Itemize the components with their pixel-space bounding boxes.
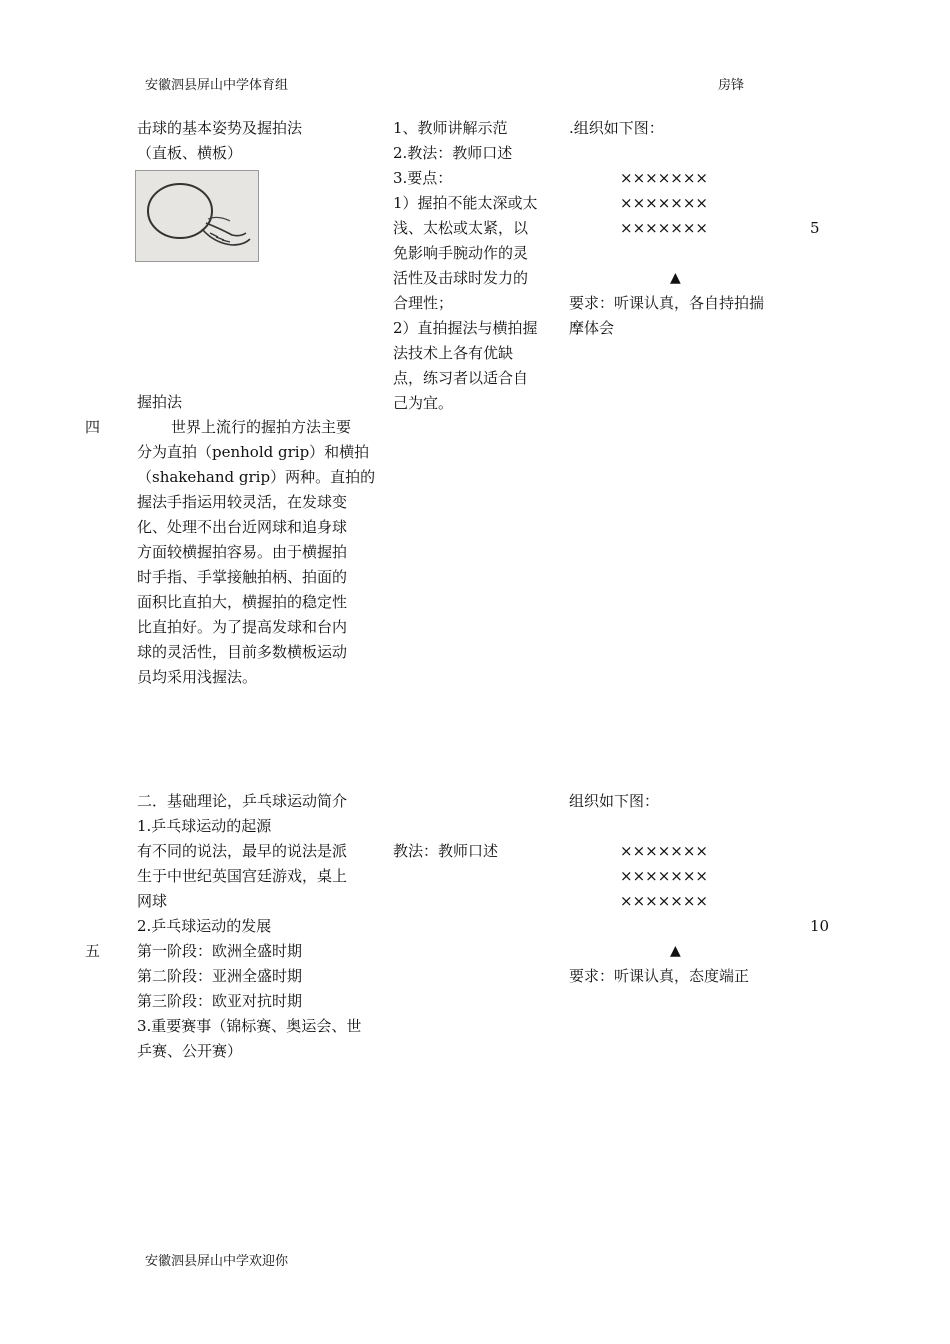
section5-formation — [620, 839, 708, 914]
content-line: 1.乒乓球运动的起源 — [137, 817, 272, 835]
section4-requirement — [569, 291, 764, 341]
method-line: 2）直拍握法与横拍握 — [393, 319, 538, 337]
para-line: 时手指、手掌接触拍柄、拍面的 — [137, 568, 348, 586]
footer-text: 安徽泗县屏山中学欢迎你 — [145, 1254, 289, 1269]
content-line: 二．基础理论，乒乓球运动简介 — [137, 792, 348, 810]
section5-org-title: 组织如下图： — [569, 792, 660, 810]
section4-content-title — [137, 116, 302, 166]
para-line: （shakehand grip）两种。直拍的 — [137, 468, 376, 486]
teacher-triangle-icon: ▲ — [670, 943, 681, 959]
para-line: 员均采用浅握法。 — [137, 668, 258, 686]
header-school: 安徽泗县屏山中学体育组 — [145, 78, 289, 93]
content-line: 第一阶段：欧洲全盛时期 — [137, 942, 303, 960]
content-line: 第三阶段：欧亚对抗时期 — [137, 992, 303, 1010]
content-line: 乒赛、公开赛） — [137, 1042, 243, 1060]
requirement-line: 要求：听课认真，各自持拍揣 — [569, 294, 765, 312]
section4-subtitle: 握拍法 — [137, 393, 183, 411]
section5-time: 10 — [810, 917, 830, 935]
formation-row: ××××××× — [620, 892, 708, 910]
method-line: 2.教法：教师口述 — [393, 144, 513, 162]
para-line: 化、处理不出台近网球和追身球 — [137, 518, 348, 536]
content-line: 有不同的说法，最早的说法是派 — [137, 842, 348, 860]
para-line: 球的灵活性，目前多数横板运动 — [137, 643, 348, 661]
content-line: 击球的基本姿势及握拍法 — [137, 119, 303, 137]
para-line: 分为直拍（penhold grip）和横拍 — [137, 443, 370, 461]
content-line: 2.乒乓球运动的发展 — [137, 917, 272, 935]
paddle-grip-sketch — [136, 171, 258, 261]
formation-row: ××××××× — [620, 842, 708, 860]
content-line: （直板、横板） — [137, 144, 243, 162]
para-line: 方面较横握拍容易。由于横握拍 — [137, 543, 348, 561]
method-line: 合理性； — [393, 294, 454, 312]
method-line: 活性及击球时发力的 — [393, 269, 529, 287]
content-line: 第二阶段：亚洲全盛时期 — [137, 967, 303, 985]
section5-method: 教法：教师口述 — [393, 842, 499, 860]
method-line: 免影响手腕动作的灵 — [393, 244, 529, 262]
method-line: 3.要点： — [393, 169, 453, 187]
content-line: 网球 — [137, 892, 168, 910]
para-line: 比直拍好。为了提高发球和台内 — [137, 618, 348, 636]
section4-time: 5 — [810, 219, 820, 237]
teacher-triangle-icon: ▲ — [670, 270, 681, 286]
section5-requirement: 要求：听课认真，态度端正 — [569, 967, 750, 985]
method-line: 法技术上各有优缺 — [393, 344, 514, 362]
section4-method — [393, 116, 538, 416]
formation-row: ××××××× — [620, 867, 708, 885]
para-line: 握法手指运用较灵活，在发球变 — [137, 493, 348, 511]
section4-org-title: .组织如下图： — [569, 119, 664, 137]
content-line: 3.重要赛事（锦标赛、奥运会、世 — [137, 1017, 362, 1035]
method-line: 己为宜。 — [393, 394, 454, 412]
formation-row: ××××××× — [620, 169, 708, 187]
section4-paragraph — [137, 415, 375, 690]
header-author: 房锋 — [718, 78, 745, 93]
para-line: 面积比直拍大，横握拍的稳定性 — [137, 593, 348, 611]
formation-row: ××××××× — [620, 194, 708, 212]
method-line: 1、教师讲解示范 — [393, 119, 508, 137]
section4-formation — [620, 166, 708, 241]
method-line: 浅、太松或太紧，以 — [393, 219, 529, 237]
formation-row: ××××××× — [620, 219, 708, 237]
section4-number: 四 — [85, 418, 101, 436]
content-line: 生于中世纪英国宫廷游戏，桌上 — [137, 867, 348, 885]
section5-content — [137, 789, 361, 1064]
method-line: 点，练习者以适合自 — [393, 369, 529, 387]
requirement-line: 摩体会 — [569, 319, 615, 337]
section5-number: 五 — [85, 942, 101, 960]
method-line: 1）握拍不能太深或太 — [393, 194, 538, 212]
grip-photo — [135, 170, 259, 262]
para-line: 世界上流行的握拍方法主要 — [171, 418, 352, 436]
